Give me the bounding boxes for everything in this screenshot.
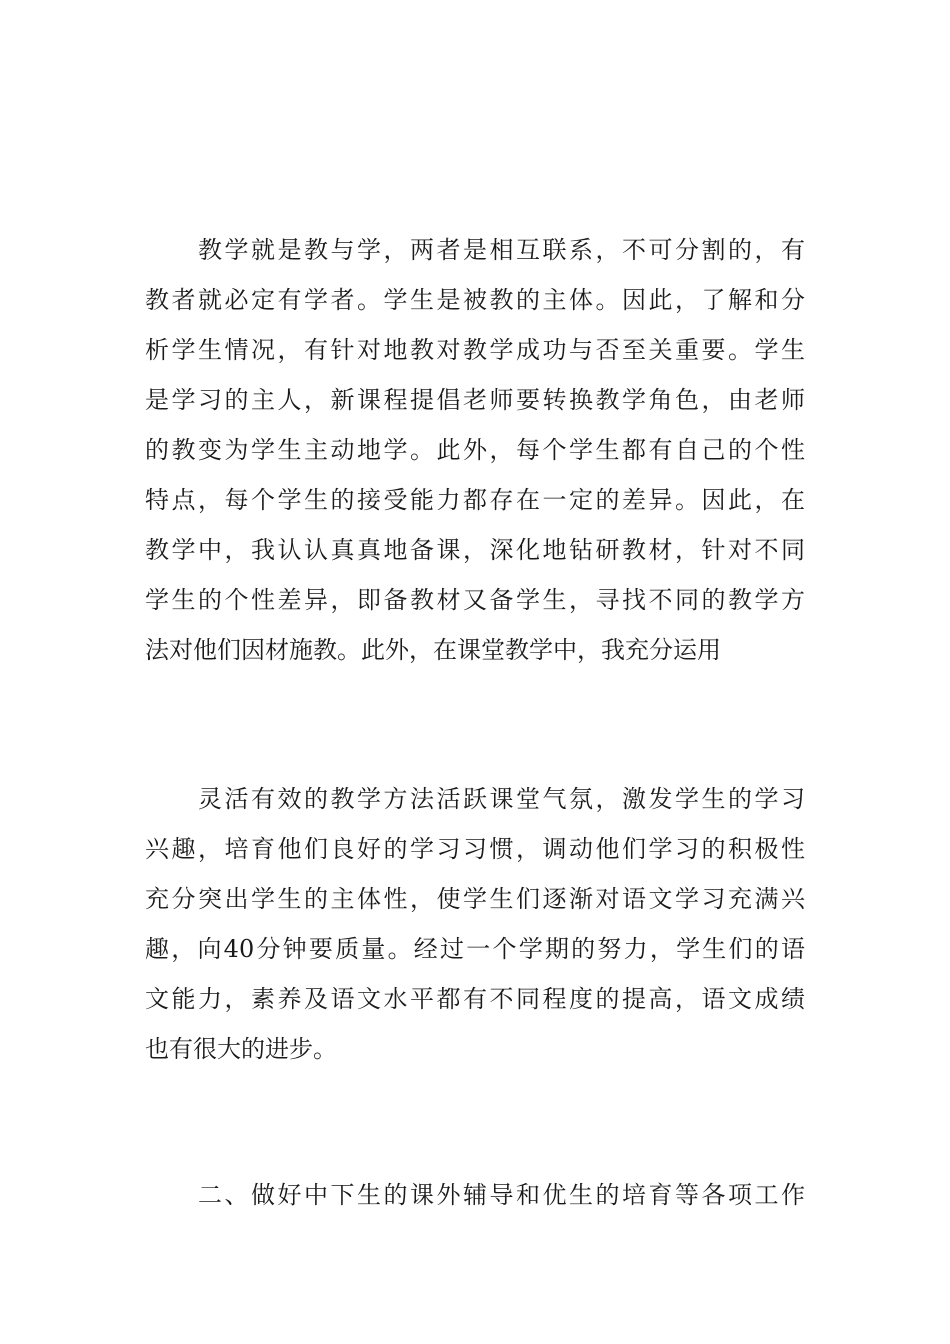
paragraph-2-line: 文能力，素养及语文水平都有不同程度的提高，语文成绩 bbox=[145, 985, 805, 1013]
paragraph-1-line: 法对他们因材施教。此外，在课堂教学中，我充分运用 bbox=[145, 636, 721, 664]
paragraph-1-line: 的教变为学生主动地学。此外，每个学生都有自己的个性 bbox=[145, 436, 805, 464]
paragraph-1-line: 特点，每个学生的接受能力都存在一定的差异。因此，在 bbox=[145, 486, 805, 514]
paragraph-2-line: 灵活有效的教学方法活跃课堂气氛，激发学生的学习 bbox=[198, 785, 805, 813]
paragraph-2-line: 充分突出学生的主体性，使学生们逐渐对语文学习充满兴 bbox=[145, 885, 805, 913]
paragraph-1-line: 是学习的主人，新课程提倡老师要转换教学角色，由老师 bbox=[145, 386, 805, 414]
paragraph-1-line: 教学中，我认认真真地备课，深化地钻研教材，针对不同 bbox=[145, 536, 805, 564]
paragraph-1-line: 教者就必定有学者。学生是被教的主体。因此，了解和分 bbox=[145, 286, 805, 314]
paragraph-2-line: 趣，向40分钟要质量。经过一个学期的努力，学生们的语 bbox=[145, 935, 805, 963]
paragraph-1-line: 学生的个性差异，即备教材又备学生，寻找不同的教学方 bbox=[145, 586, 805, 614]
paragraph-2-line: 也有很大的进步。 bbox=[145, 1035, 337, 1063]
paragraph-2-line: 兴趣，培育他们良好的学习习惯，调动他们学习的积极性 bbox=[145, 835, 805, 863]
paragraph-1-line: 析学生情况，有针对地教对教学成功与否至关重要。学生 bbox=[145, 336, 805, 364]
section-heading: 二、做好中下生的课外辅导和优生的培育等各项工作 bbox=[198, 1181, 805, 1209]
paragraph-1-line: 教学就是教与学，两者是相互联系，不可分割的，有 bbox=[198, 236, 805, 264]
